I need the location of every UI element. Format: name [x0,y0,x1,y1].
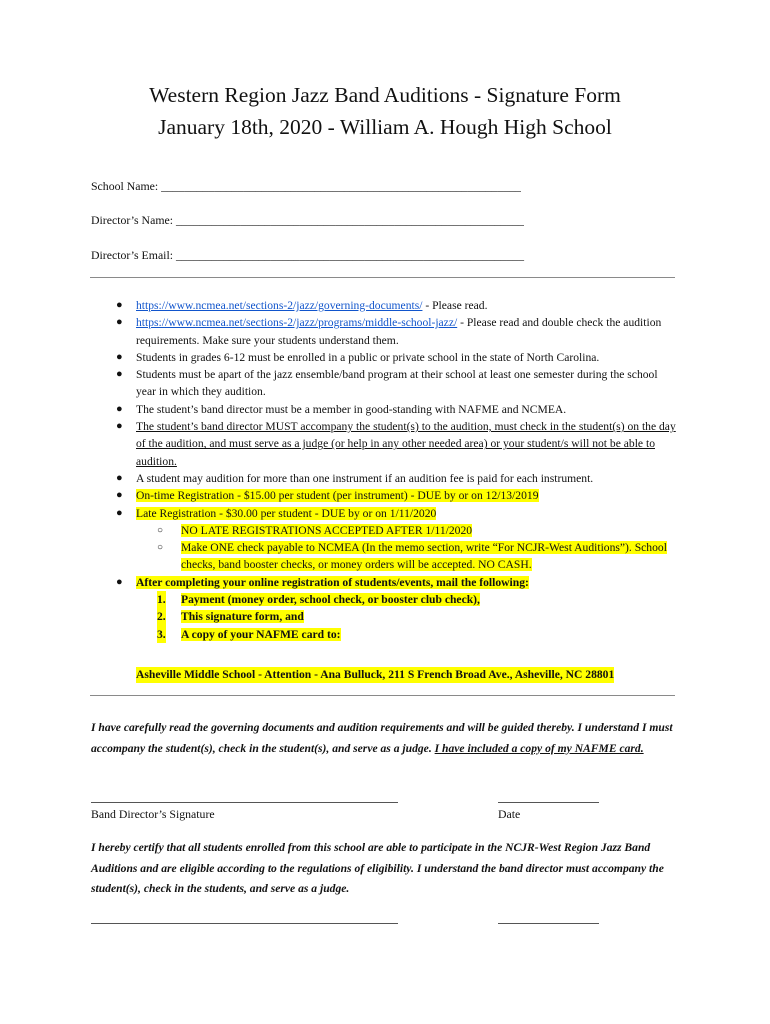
bullet-icon: ● [116,575,123,588]
school-name-field[interactable]: School Name: _____________________________________________________________ [91,179,521,193]
list-item-text: A student may audition for more than one instrument if an audition fee is paid for each instrument. [136,471,594,485]
bullet-icon: ● [116,350,123,363]
list-item-text: NO LATE REGISTRATIONS ACCEPTED AFTER 1/11/2020 [181,523,473,537]
list-item-text: The student’s band director must be a member in good-standing with NAFME and NCMEA. [136,402,567,416]
list-item [116,366,676,401]
mailing-instructions-text: After completing your online registration of students/events, mail the following: [136,575,529,589]
list-item [116,297,676,314]
certification-signature-line[interactable] [91,923,398,924]
governing-documents-link[interactable]: https://www.ncmea.net/sections-2/jazz/governing-documents/ [136,299,423,312]
section-divider-top [90,277,675,278]
list-item [116,505,676,574]
middle-school-jazz-link[interactable]: https://www.ncmea.net/sections-2/jazz/programs/middle-school-jazz/ [136,316,458,330]
late-registration-text: Late Registration - $30.00 per student - DUE by or on 1/11/2020 [136,506,437,520]
list-item [116,349,676,366]
mailing-steps-list [136,591,676,643]
list-item-text: Students in grades 6-12 must be enrolled in a public or private school in the state of North Carolina. [136,350,600,364]
list-item-text: Students must be apart of the jazz ensemble/band program at their school at least one semester during the school year in which they audition. [136,368,658,399]
director-requirement-text: The student’s band director MUST accompany the student(s) to the audition, must check in the student(s) on the day of the audition, and must serve as a judge (or help in any other needed area) or your student/s will not be able to audition. [136,420,676,468]
date-label: Date [498,807,521,821]
list-item-text: Make ONE check payable to NCMEA (In the memo section, write “For NCJR-West Auditions”). School checks, band booster checks, or money orders will be accepted. NO CASH. [181,541,667,572]
bullet-icon: ● [116,471,123,484]
late-registration-sublist [136,522,676,574]
step-number: 1. [157,591,166,608]
circle-bullet-icon: ○ [157,524,164,536]
list-item-text: A copy of your NAFME card to: [181,627,341,641]
list-item-text: - Please read. [422,299,488,312]
director-signature-line[interactable] [91,802,398,803]
ontime-registration-text: On-time Registration - $15.00 per student (per instrument) - DUE by or on 12/13/2019 [136,489,539,503]
list-item [116,401,676,418]
section-divider-bottom [90,695,675,696]
list-item [157,626,676,643]
form-title: Western Region Jazz Band Auditions - Signature Form [149,83,621,107]
bullet-icon: ● [116,402,123,415]
nafme-card-note: I have included a copy of my NAFME card. [434,741,644,755]
list-item-text: Payment (money order, school check, or booster club check), [181,593,480,607]
director-signature-label: Band Director’s Signature [91,807,215,821]
list-item [157,522,676,539]
requirements-list [0,297,770,643]
bullet-icon: ● [116,368,123,381]
agreement-text: I have carefully read the governing documents and audition requirements and will be guided thereby. I understand I must accompany the student(s), check in the student(s), and serve as a judge. [91,721,673,755]
bullet-icon: ● [116,420,123,433]
bullet-icon: ● [116,506,123,519]
list-item [157,591,676,608]
mailing-address: Asheville Middle School - Attention - Ana Bulluck, 211 S French Broad Ave., Asheville, NC 28801 [136,668,615,681]
bullet-icon: ● [116,316,123,329]
list-item [116,487,676,504]
list-item [116,314,676,349]
form-subtitle: January 18th, 2020 - William A. Hough High School [158,115,612,139]
list-item [116,418,676,470]
bullet-icon: ● [116,489,123,502]
step-number: 3. [157,626,166,643]
agreement-statement [91,718,681,759]
step-number: 2. [157,608,166,625]
list-item [157,539,676,574]
list-item [116,574,676,643]
director-name-field[interactable]: Director’s Name: ___________________________________________________________ [91,213,524,227]
list-item-text: - Please read and double check the audition requirements. Make sure your students understand them. [136,316,662,347]
certification-statement: I hereby certify that all students enrolled from this school are able to participate in the NCJR-West Region Jazz Band Auditions and are eligible according to the regulations of eligibility. I understand the band director must accompany the student(s), check in the students, and serve as a judge. [91,841,664,895]
list-item-text: This signature form, and [181,610,304,624]
list-item [116,470,676,487]
circle-bullet-icon: ○ [157,542,164,554]
date-line[interactable] [498,802,599,803]
certification-date-line[interactable] [498,923,599,924]
director-email-field[interactable]: Director’s Email: ___________________________________________________________ [91,248,524,262]
list-item [157,608,676,625]
bullet-icon: ● [116,299,123,311]
